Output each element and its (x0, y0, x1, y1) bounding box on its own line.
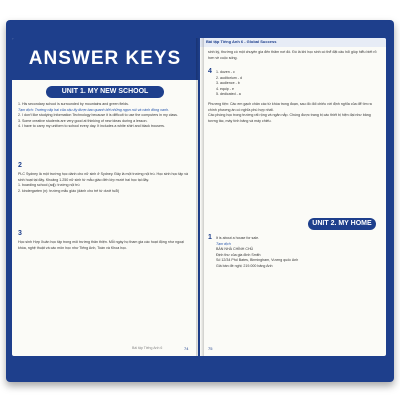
page-number: 75 (208, 346, 213, 351)
list-item: 3. audience - b (216, 81, 240, 86)
answer-list (216, 70, 366, 98)
left-page (12, 38, 198, 356)
list-item: 1. dozen - c (216, 70, 235, 74)
unit-heading: UNIT 2. MY HOME (308, 218, 376, 230)
answer-paragraph: sinh kỳ, thường có một chuyên gia đến thăm nơi đó. Đó là khi học sinh có thể đặt câu hỏi giúp hiểu biết rõ hơn về cuộc sống. (208, 50, 377, 60)
list-item: Giá bán đề nghị: 219.000 bảng Anh (216, 263, 273, 268)
list-item: 5. dedicated - a (216, 92, 241, 97)
answer-paragraph: Học sinh Hợp Xuân học tập trong môi trường thân thiện. Mỗi ngày họ tham gia các hoạt động như ngoại khóa, nghệ thuật và các môn học như Tiếng Anh, Toán và Khoa học. (18, 240, 184, 250)
right-page (200, 38, 386, 356)
list-item: Số 12/34 Phố Bates, Birmingham, Vương quốc Anh (216, 258, 299, 263)
section-number: 4 (208, 68, 212, 75)
list-item: BÁN NHÀ CHÍNH CHỦ (216, 247, 254, 252)
list-item: 4. equip - e (216, 86, 234, 91)
brand-label: Bài tập Tiếng Anh 6 - Global Success (206, 39, 277, 44)
list-item: Định thư của gia đình Smith (216, 252, 261, 257)
section-number: 1 (208, 234, 212, 241)
answer-paragraph: It is about a house for sale. Tạm dịch BÁN NHÀ CHÍNH CHỦ Định thư của gia đình Smith Số 12/34 Phố Bates, Birmingham, Vương quốc Anh Giá bán đề nghị: 219.000 bảng Anh (216, 236, 376, 270)
answer-paragraph: Phương tiện: Các em gạch chân các từ khóa trong đoạn, sau đó đối chiếu với định nghĩa của để tìm ra chính phương án có nghĩa phù hợp nhất. Các phòng học trong trường rất rộng và ngăn nắp. Chúng được trang bị các thiết bị hiện đại như bảng tương tác, máy tính bảng và máy chiếu. (208, 102, 372, 123)
answer-paragraph: 1. His secondary school is surrounded by mountains and green fields. Tạm dịch: Trường cấp hai của cậu ấy được bao quanh bởi những ngọn núi và cánh đồng xanh. 2. I don't like studying Information Technology because it is difficult to use the computers in my class. 3. Some creative students are very good at thinking of new ideas during a lesson. 4. I have to carry my uniform to school every day. It includes a white shirt and black trousers. (18, 102, 178, 129)
book-spine (196, 38, 204, 356)
page-number: 74 (184, 346, 189, 351)
unit-heading: UNIT 1. MY NEW SCHOOL (46, 86, 164, 98)
section-number: 2 (18, 162, 22, 169)
list-item: 2. auditorium - d (216, 75, 242, 80)
section-number: 3 (18, 230, 22, 237)
answer-paragraph: PLC Sydney là một trường học dành cho nữ sinh ở Sydney. Đây là một trường nội trú. Học sinh học tập và sinh hoạt tại đây. Khoảng 1.250 nữ sinh từ mẫu giáo đến lớp mười hai học tại đây. 1. boarding school (adj): trường nội trú 2. kindergarten (n): trường mẫu giáo (dành cho trẻ từ dưới tuổi) (18, 172, 189, 193)
page-footer: Bài tập Tiếng Anh 6 (132, 346, 163, 350)
page-title: ANSWER KEYS (28, 48, 182, 69)
